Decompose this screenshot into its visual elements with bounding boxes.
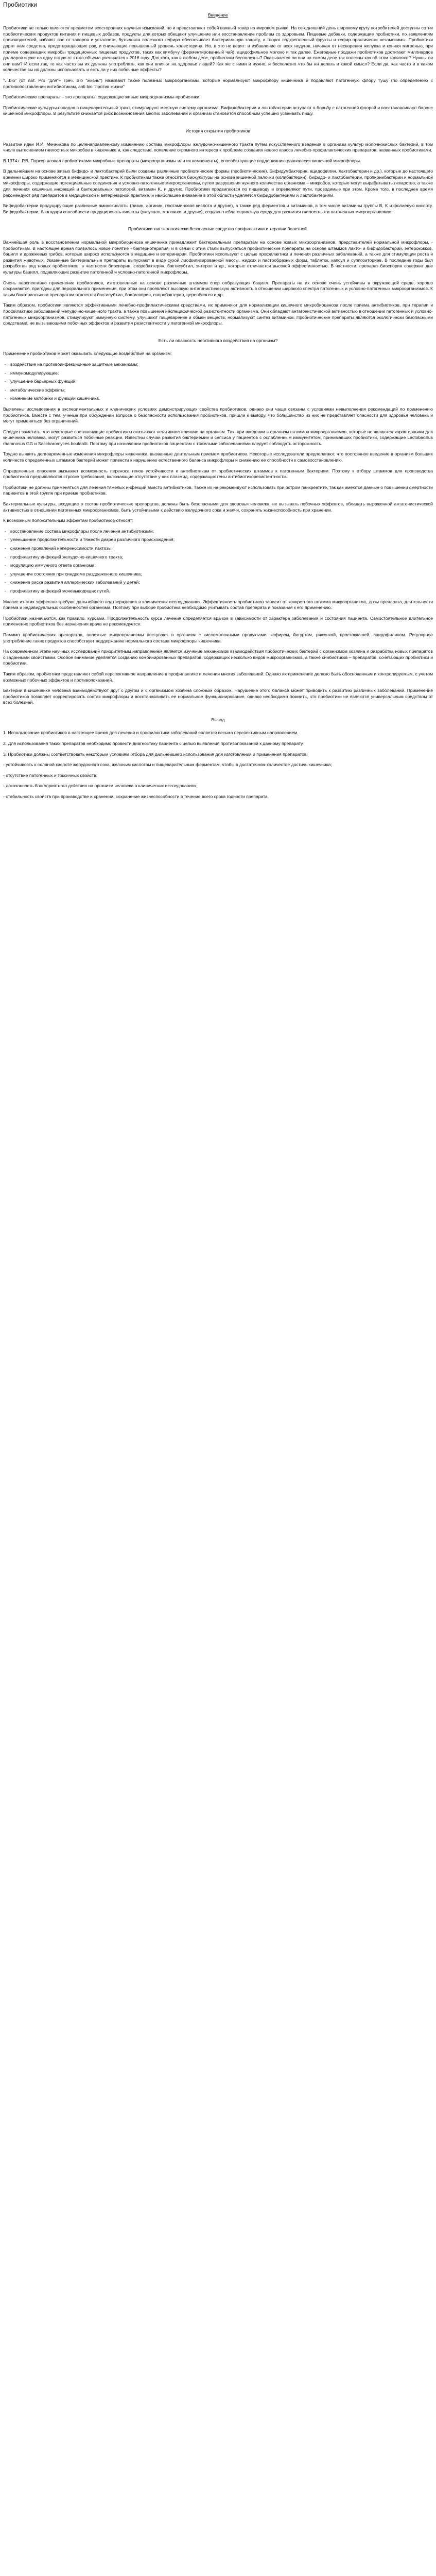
document-page: [0, 0, 436, 825]
danger-paragraph: Определенные опасения вызывает возможность переноса генов устойчивости к антибиотикам от пробиотических штаммов к патогенным бактериям. Поэтому к отбору штаммов для производства пробиотиков предъявляются строгие требования, включающие отсутствие у них плазмид, содержащих гены антибиотикорезистентности.: [3, 468, 433, 480]
list-item: - профилактику инфекций желудочно-кишечного тракта;: [3, 554, 433, 561]
list-item: - иммуномодулирующее;: [3, 370, 433, 377]
intro-heading: [3, 12, 433, 19]
list-item: - воздействие на противоинфекционные защитные механизмы;: [3, 362, 433, 368]
list-item: - улучшение барьерных функций;: [3, 379, 433, 385]
danger-paragraph: Следует заметить, что некоторые составляющие пробиотиков оказывают негативное влияние на организм. Так, при введении в организм штаммов микроорганизмов, которые не являются характерными для кишечника человека, могут развиться побочные реакции. Известны случаи развития бактериемии и сепсиса у пациентов с ослабленным иммунитетом, принимавших пробиотики, содержащие Lactobacillus rhamnosus GG и Saccharomyces boulardii. Поэтому при назначении пробиотиков пациентам с тяжелыми заболеваниями следует соблюдать осторожность.: [3, 429, 433, 446]
list-item: - снижение риска развития аллергических заболеваний у детей;: [3, 580, 433, 586]
danger-paragraph: Трудно выявить долговременные изменения микрофлоры кишечника, вызванные длительным приемом пробиотиков. Некоторые исследователи предполагают, что постоянное введение в организм больших количеств определенных штаммов бактерий может привести к нарушению естественного баланса микрофлоры и снижению ее способности к самовосстановлению.: [3, 451, 433, 463]
prophylactic-heading: [3, 226, 433, 232]
prophylactic-paragraph: Важнейшая роль в восстановлении нормальной микробиоценоза кишечника принадлежит бактериальным препаратам на основе живых микроорганизмов, представителей нормальной микрофлоры, - пробиотикам. В настоящее время появилось новое понятие - бактериотерапия, и в связи с этим стали выпускаться пробиотические препараты на основе штаммов лакто- и бифидобактерий, энтерококков, бацилл и дрожжевых грибов, которые широко используются в медицине и ветеринарии. Пробиотики используют с целью профилактики и лечения различных заболеваний, а также для стимуляции роста и развития животных. Указанные бактериальные препараты выпускают в виде сухой лиофилизированной массы, жидких и пастообразных форм, таблеток, капсул и суппозиториев. В последние годы был разработан ряд новых пробиотиков, в частности биоспорин, споробактерин, бактисубтил, энтерол и др., которые отличаются высокой эффективностью. В частности, препарат биоспорин содержит две культуры бацилл, подавляющих развитие патогенной и условно-патогенной микрофлоры.: [3, 240, 433, 275]
conclusion-item: - устойчивость к соляной кислоте желудочного сока, желчным кислотам и пищеварительным ферментам, чтобы в достаточном количестве достичь кишечника;: [3, 762, 332, 768]
conclusion-item: 1. Использование пробиотиков в настоящее время для лечения и профилактики заболеваний является весьма перспективным направлением.: [3, 730, 299, 736]
positive-effects-list: [3, 529, 433, 595]
list-item: - уменьшение продолжительности и тяжести диареи различного происхождения;: [3, 537, 433, 543]
prophylactic-paragraph: Таким образом, пробиотики являются эффективными лечебно-профилактическими средствами, их применяют для нормализации кишечного микробиоценоза после приема антибиотиков, при терапии и профилактике заболеваний желудочно-кишечного тракта, а также повышения неспецифической резистентности организма. Они обладают антагонистической активностью в отношении патогенных и условно-патогенных микроорганизмов, стимулируют иммунную систему, улучшают пищеварение и обмен веществ, нормализуют синтез витаминов. Пробиотические препараты являются экологически безопасными средствами, не вызывающими побочных эффектов и развития резистентности у патогенной микрофлоры.: [3, 302, 433, 326]
danger-paragraph: Многие из этих эффектов требуют дальнейшего подтверждения в клинических исследованиях. Эффективность пробиотиков зависит от конкретного штамма микроорганизма, дозы препарата, длительности приема и индивидуальных особенностей организма. Поэтому при выборе пробиотика необходимо учитывать состав препарата и показания к его применению.: [3, 599, 433, 611]
conclusion-item: - доказанность благоприятного действия на организм человека в клинических исследованиях;: [3, 783, 198, 789]
danger-paragraph: Таким образом, пробиотики представляют собой перспективное направление в профилактике и лечении многих заболеваний. Однако их применение должно быть обоснованным и контролируемым, с учетом возможных побочных эффектов и противопоказаний.: [3, 671, 433, 683]
list-item: - улучшение состояния при синдроме раздраженного кишечника;: [3, 571, 433, 578]
intro-paragraph: Пробиотические культуры попадая в пищеварительный тракт, стимулируют местную систему организма. Бифидобактерии и лактобактерии вступают в борьбу с патогенной флорой и восстанавливают баланс кишечной микрофлоры. В результате снижается риск возникновения многих заболеваний и организм становится способным успешно усваивать пищу.: [3, 105, 433, 116]
intro-paragraph: Пробиотические препараты – это препараты, содержащие живые микроорганизмы-пробиотики.: [3, 94, 201, 100]
conclusion-heading-text: Вывод: [211, 717, 225, 722]
danger-heading: [3, 338, 433, 344]
prophylactic-heading-text: Пробиотики как экологически безопасные средства профилактики и терапии болезней.: [128, 226, 308, 232]
positive-effects-heading: К возможным положительным эффектам пробиотиков относят:: [3, 518, 133, 523]
danger-paragraph: Бактериальные культуры, входящие в состав пробиотических препаратов, должны быть безопасными для здоровья человека, не вызывать побочных эффектов, обладать выраженной антагонистической активностью в отношении патогенных микроорганизмов, быть устойчивыми к действию желудочного сока и желчи, сохранять жизнеспособность при хранении.: [3, 501, 433, 513]
intro-heading-text: Введение: [208, 12, 228, 18]
conclusion-item: - стабильность свойств при производстве и хранении, сохранение жизнеспособности в течение всего срока годности препарата.: [3, 794, 269, 800]
danger-paragraph: На современном этапе научных исследований приоритетным направлением является изучение механизмов взаимодействия пробиотических бактерий с организмом хозяина и разработка новых препаратов с заданными свойствами. Особое внимание уделяется созданию комбинированных препаратов, содержащих несколько видов микроорганизмов, а также синбиотиков – препаратов, сочетающих пробиотики и пребиотики.: [3, 649, 433, 666]
list-item: - снижение проявлений непереносимости лактозы;: [3, 546, 433, 552]
conclusion-item: 2. Для использования таких препаратов необходимо провести диагностику пациента с целью выявления противопоказаний к данному препарату.: [3, 741, 304, 747]
danger-heading-text: Есть ли опасность негативного воздействия на организм?: [158, 337, 278, 343]
list-item: - модуляцию иммунного ответа организма;: [3, 563, 433, 569]
conclusion-list: [3, 730, 433, 800]
history-paragraph: В дальнейшем на основе живых бифидо- и лактобактерий были созданы различные пробиотические формы (пробиотические). Бифидумбактерин, ацидофилин, лактобактерин и др.), которые до настоящего времени широко применяются в медицинской практике. К пробиотикам также относятся биокультуры на основе кишечной палочки (колибактерин), бифидо- и лактобактерии, пропионибактерии и нормальной микрофлоры, содержащие потенциальные соединения и условно-патогенные микроорганизмы, путем разрушения нужного количества организма – микробов, которые могут вырабатывать лекарство, а также для лечения кишечных инфекций и бактериальных патологий, витамин K, и других. Пробиотики продвигаются по пищеводу и определяют пути, проводимые при этом. Кроме того, в последнее время рекомендуют ряд препаратов в медицинской и ветеринарной практике, и наибольшее внимание в этой области уделяется бифидобактериям и лактобактериям.: [3, 168, 433, 198]
list-item: - метаболические эффекты;: [3, 387, 433, 394]
danger-paragraph: Пробиотики назначаются, как правило, курсами. Продолжительность курса лечения определяется врачом в зависимости от характера заболевания и состояния пациента. Самостоятельное длительное применение пробиотиков без назначения врача не рекомендуется.: [3, 615, 433, 627]
danger-paragraph: Пробиотики не должны применяться для лечения тяжелых инфекций вместо антибиотиков. Также их не рекомендуют использовать при остром панкреатите, так как имеются данные о повышении смертности пациентов в этой группе при приеме пробиотиков.: [3, 484, 433, 496]
intro-paragraph: Пробиотики не только являются предметом всесторонних научных изысканий, но и представляют собой важный товар на мировом рынке. На сегодняшний день широкому кругу потребителей доступны сотни пробиотических продуктов питания и пищевых добавок, продукты для котрых обещают улучшение или восстановление проблем со здоровьем. Пищевые добавки, содержащие пробиотики, по заявлениям производителей, избавят вас от запоров и усталости, бутылочка полезного кефира обеспечивает бактериальную защиту, а творог подкрепленный фрукты и кефир практически незаменимы. Пробиотики дарят нам средства, предотвращающие рак, и снижающие повышенный уровень холестерина. Но, в это не верят: и избавление от всех недугов, начиная от несварения желудка и кончая мигренью, при приеме содержащих микробы традиционных пищевых продуктов, таких как кимбучу (ферментированный чай), ацидофильное молоко и так далее. Ежегодные продажи пробиотиков достигают миллиардов долларов и уже на одну пятую от этого объема увеличатся к 2016 году. Для кого, как в любом деле, пробиотики бесполезны? Оказывается ли они на самом деле так полезны как об этом заявляют? Нужны ли они вам? И если так, то как часто вы их должны употреблять, как они влияют на здоровье людей? Как же с ними и нужно, и бесполезно что бы ни делать и какой смысл? Если да, как часто и в каком количестве вы их должны использовать и есть ли у них побочные эффекты?: [3, 25, 433, 73]
document-title: Пробиотики: [3, 1, 38, 8]
intro-paragraph: "…bio" (от лат. Pro "для"+ греч. Bio "жизнь") называют также полезных микроорганизмы, которые нормализуют микрофлору кишечника и подавляют патогенную флору тушу (по определению с противопоставлении антибиотикам, anti bio "против жизни": [3, 77, 433, 89]
history-paragraph: Развитие идеи И.И. Мечникова по целенаправленному изменению состава микрофлоры желудочно-кишечного тракта путем искусственного введения в организм культур молочнокислых бактерий, в том числе вытеснением гнилостных микробов в кишечнике и, как следствие, появление огромного интереса к проблеме создания нового класса лечебно-профилактических препаратов, названных пробиотиками.: [3, 141, 433, 153]
effects-bullet-list: [3, 362, 433, 402]
history-heading-text: История открытия пробиотиков: [185, 128, 251, 133]
conclusion-heading: [3, 717, 433, 723]
list-item: - профилактику инфекций мочевыводящих путей.: [3, 588, 433, 595]
history-paragraph: В 1974 г. Р.В. Паркер назвал пробиотиками микробные препараты (микроорганизмы или их компоненты), способствующие поддержанию равновесия кишечной микрофлоры.: [3, 158, 361, 163]
danger-paragraph: Бактерии в кишечнике человека взаимодействуют друг с другом и с организмом хозяина сложным образом. Нарушение этого баланса может приводить к развитию различных заболеваний. Применение пробиотиков позволяет корректировать состав микрофлоры и восстанавливать ее нормальное функционирование, однако необходимо помнить, что пробиотики не являются универсальным средством от всех болезней.: [3, 688, 433, 705]
prophylactic-paragraph: Очень перспективно применение пробиотиков, изготовленных на основе различных штаммов спор ообразующих бацилл. Препараты на их основе очень устойчивы в окружающей среде, хорошо сохраняются, пригодны для перорального применения, при этом они проявляют высокую антагонистическую активность в отношении широкого спектра патогенных и условно-патогенных микроорганизмов. К таким бактериальным препаратам относятся бактисубтил, бактиспорин, споробактерин, цереобиоген и др.: [3, 280, 433, 297]
history-paragraph: Бифидобактерии продуцирующие различные аминокислоты (лизин, аргинин, глютаминовая кислота и другие), а также ряд ферментов и витаминов, в том числе витамины группы B, K и фолиевую кислоту. Бифидобактерии, благодаря способности продуцировать кислоты (уксусная, молочная и другие), создают неблагоприятную среду для развития гнилостных и патогенных микроорганизмов.: [3, 203, 433, 214]
list-item: - изменение моторики и функции кишечника.: [3, 396, 433, 402]
history-heading: [3, 128, 433, 134]
danger-intro-paragraph: Применение пробиотиков может оказывать следующие воздействия на организм:: [3, 351, 172, 357]
danger-paragraph: Помимо пробиотических препаратов, полезные микроорганизмы поступают в организм с кисломолочными продуктами: кефиром, йогуртом, ряженкой, простоквашей, ацидофилином. Регулярное употребление таких продуктов способствует поддержанию нормального состава микрофлоры кишечника.: [3, 632, 433, 643]
conclusion-item: - отсутствие патогенных и токсичных свойств;: [3, 772, 98, 778]
list-item: - восстановление состава микрофлоры после лечения антибиотиками;: [3, 529, 433, 535]
danger-paragraph: Выявлены исследования в экспериментальных и клинических условиях демонстрирующих свойства пробиотиков, однако они чаще связаны с условиями невыполнения рекомендаций по применению пробиотиков. Вместе с тем, ученые при обсуждении вопроса о безопасности использования пробиотиков, пришли к выводу, что большинство из них не представляет опасности для здоровья человека и могут применяться без ограничений.: [3, 406, 433, 424]
conclusion-item: 3. Пробиотики должны соответствовать некоторым условиям отбора для дальнейшего использования для изготовления и применения препаратов:: [3, 751, 308, 757]
